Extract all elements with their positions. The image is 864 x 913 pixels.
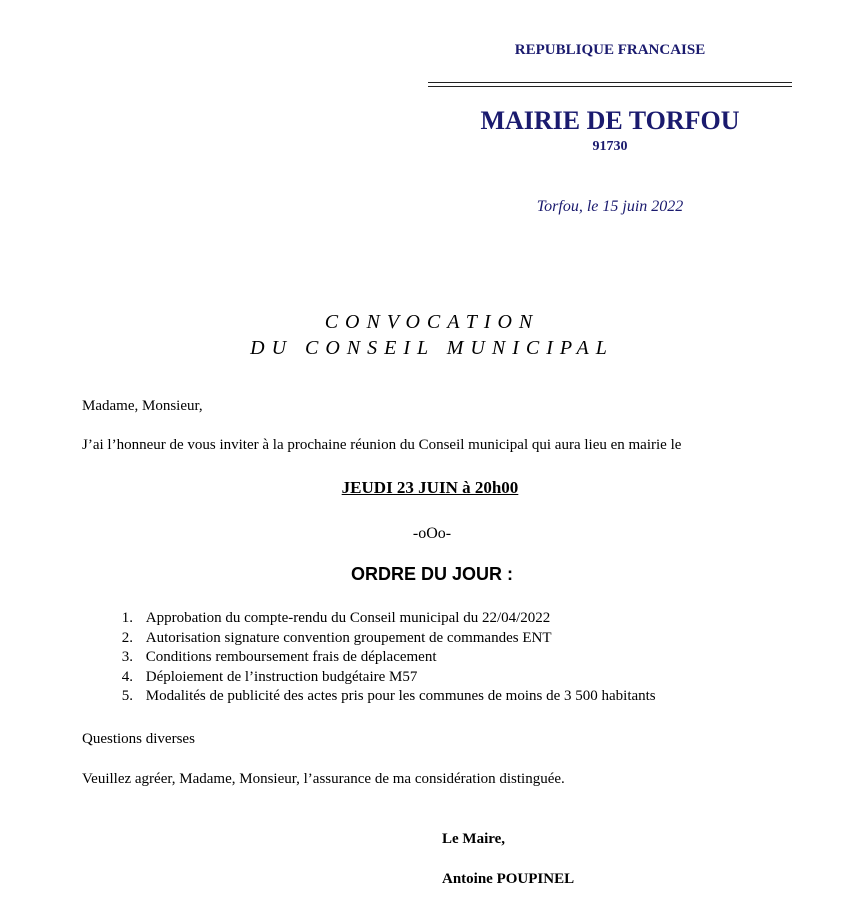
meeting-date <box>0 478 864 498</box>
document-title-line2: DU CONSEIL MUNICIPAL <box>250 337 614 359</box>
agenda-item <box>104 668 656 688</box>
agenda-item-number: 2. <box>121 629 133 646</box>
salutation: Madame, Monsieur, <box>82 398 203 414</box>
document-title-line1: CONVOCATION <box>324 311 540 333</box>
agenda-item-text: Modalités de publicité des actes pris pour les communes de moins de 3 500 habitants <box>145 688 656 704</box>
meeting-date-text: JEUDI 23 JUIN à 20h00 <box>341 478 519 497</box>
letter-date: Torfou, le 15 juin 2022 <box>536 198 684 215</box>
agenda-item-number: 3. <box>121 649 133 665</box>
agenda-item <box>104 609 656 629</box>
agenda-item-text: Déploiement de l’instruction budgétaire M57 <box>145 668 418 685</box>
agenda-item-text: Autorisation signature convention groupement de commandes ENT <box>145 629 552 646</box>
agenda-item-number: 4. <box>121 668 133 685</box>
agenda-item-text: Approbation du compte-rendu du Conseil municipal du 22/04/2022 <box>145 610 551 626</box>
agenda-item-number: 1. <box>121 610 133 626</box>
signatory-name: Antoine POUPINEL <box>442 871 575 887</box>
agenda-item-number: 5. <box>121 688 133 704</box>
town-hall-title: MAIRIE DE TORFOU <box>480 106 740 135</box>
section-separator: -oOo- <box>412 525 452 542</box>
questions-diverses: Questions diverses <box>82 731 195 747</box>
agenda-item-text: Conditions remboursement frais de déplacement <box>145 649 437 665</box>
agenda-list <box>104 609 656 707</box>
agenda-item <box>104 629 656 649</box>
agenda-item <box>104 687 656 707</box>
republic-header: REPUBLIQUE FRANCAISE <box>514 42 706 58</box>
intro-paragraph: J’ai l’honneur de vous inviter à la prochaine réunion du Conseil municipal qui aura lieu en mairie le <box>82 437 682 453</box>
closing-formula: Veuillez agréer, Madame, Monsieur, l’assurance de ma considération distinguée. <box>82 771 565 787</box>
postal-code: 91730 <box>592 139 628 154</box>
signatory-title: Le Maire, <box>442 831 506 847</box>
header-divider <box>428 82 792 87</box>
agenda-title: ORDRE DU JOUR : <box>350 564 513 584</box>
agenda-item <box>104 648 656 668</box>
